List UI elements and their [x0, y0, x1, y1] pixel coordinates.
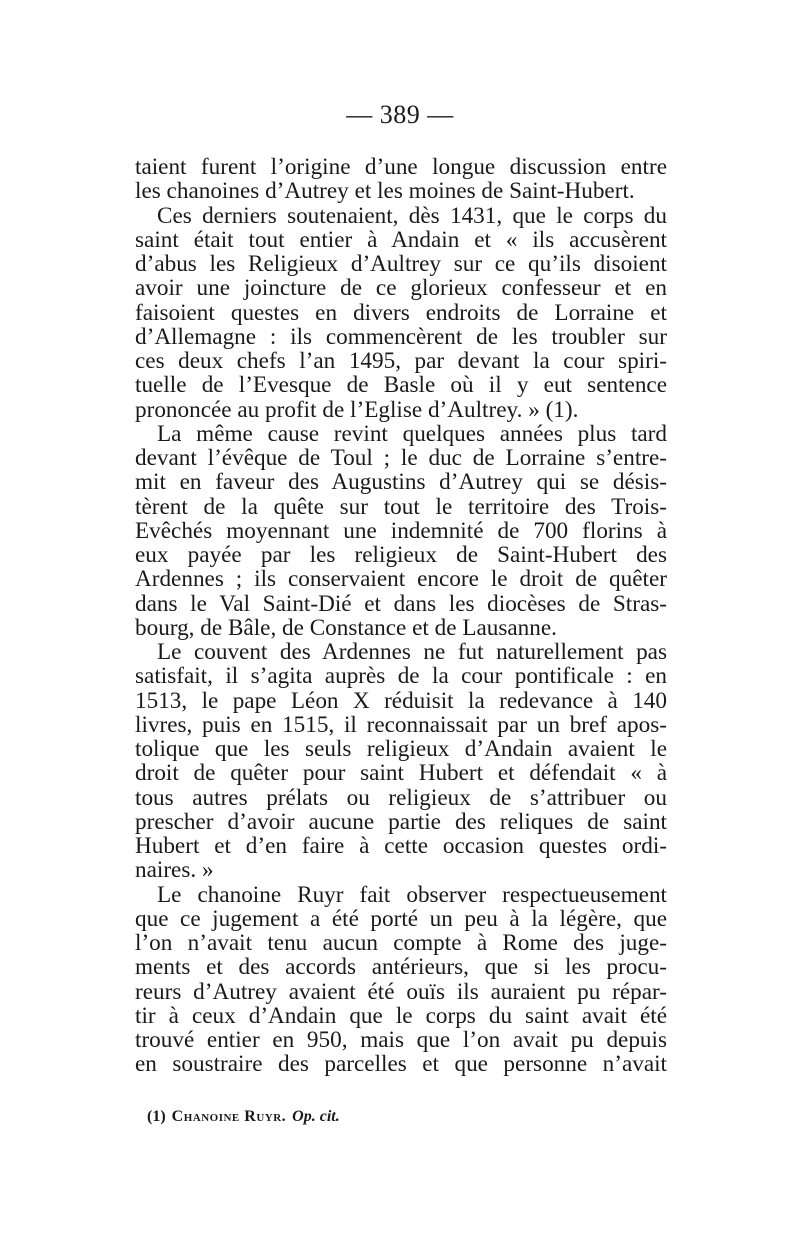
text-line: trouvé entier en 950, mais que l’on avait pu depuis: [135, 1027, 667, 1053]
text-line: prescher d’avoir aucune partie des reliques de saint: [135, 808, 667, 835]
footnote-reference: Op. cit.: [292, 1108, 340, 1125]
text-line: 1513, le pape Léon X réduisit la redevance à 140: [135, 687, 667, 714]
text-line: faisoient questes en divers endroits de Lorraine et: [135, 299, 667, 326]
text-line: que ce jugement a été porté un peu à la légère, que: [135, 905, 667, 932]
text-line: Evêchés moyennant une indemnité de 700 florins à: [135, 517, 667, 544]
text-line: Ces derniers soutenaient, dès 1431, que le corps du: [157, 202, 667, 229]
page-number: — 389 —: [346, 100, 454, 129]
text-line: Le chanoine Ruyr fait observer respectueusement: [157, 881, 667, 908]
text-line: ces deux chefs l’an 1495, par devant la cour spiri-: [135, 348, 667, 374]
text-line: satisfait, il s’agita auprès de la cour pontificale : en: [135, 663, 667, 690]
text-line: tuelle de l’Evesque de Basle où il y eut sentence: [135, 372, 667, 399]
text-line: eux payée par les religieux de Saint-Hubert des: [135, 542, 667, 568]
text-line: devant l’évêque de Toul ; le duc de Lorraine s’entre-: [135, 445, 667, 471]
text-line: d’Allemagne : ils commencèrent de les troubler sur: [135, 323, 667, 350]
text-line: l’on n’avait tenu aucun compte à Rome des juge-: [135, 930, 667, 956]
text-line: tolique que les seuls religieux d’Andain avaient le: [135, 736, 667, 762]
text-line: Hubert et d’en faire à cette occasion questes ordi-: [135, 833, 667, 859]
text-line: tir à ceux d’Andain que le corps du saint avait été: [135, 1002, 667, 1029]
body-text: [135, 155, 667, 1077]
text-line: Ardennes ; ils conservaient encore le droit de quêter: [135, 566, 667, 593]
text-line: dans le Val Saint-Dié et dans les diocèses de Stras-: [135, 590, 667, 617]
text-line: bourg, de Bâle, de Constance et de Lausanne.: [135, 614, 557, 641]
text-line: taient furent l’origine d’une longue discussion entre: [135, 154, 667, 180]
text-line: ments et des accords antérieurs, que si les procu-: [135, 954, 667, 981]
text-line: tous autres prélats ou religieux de s’attribuer ou: [135, 784, 667, 811]
footnote-mark: (1): [147, 1108, 166, 1125]
text-line: reurs d’Autrey avaient été ouïs ils auraient pu répar-: [135, 978, 667, 1005]
footnote-author: Chanoine Ruyr.: [171, 1108, 287, 1125]
text-line: saint était tout entier à Andain et « ils accusèrent: [135, 226, 667, 253]
text-line: naires. »: [135, 857, 214, 884]
text-line: en soustraire des parcelles et que personne n’avait: [135, 1051, 667, 1078]
text-line: d’abus les Religieux d’Aultrey sur ce qu’ils disoient: [135, 251, 667, 277]
text-line: droit de quêter pour saint Hubert et défendait « à: [135, 760, 667, 787]
text-line: livres, puis en 1515, il reconnaissait par un bref apos-: [135, 711, 667, 738]
text-line: mit en faveur des Augustins d’Autrey qui se désis-: [135, 469, 667, 496]
text-line: prononcée au profit de l’Eglise d’Aultrey. » (1).: [135, 396, 579, 423]
text-line: tèrent de la quête sur tout le territoire des Trois-: [135, 493, 667, 520]
text-line: avoir une joincture de ce glorieux confesseur et en: [135, 275, 667, 302]
text-line: les chanoines d’Autrey et les moines de Saint-Hubert.: [135, 178, 635, 205]
text-line: La même cause revint quelques années plus tard: [157, 420, 667, 447]
text-line: Le couvent des Ardennes ne fut naturellement pas: [157, 639, 667, 665]
footnote: [147, 1108, 340, 1126]
